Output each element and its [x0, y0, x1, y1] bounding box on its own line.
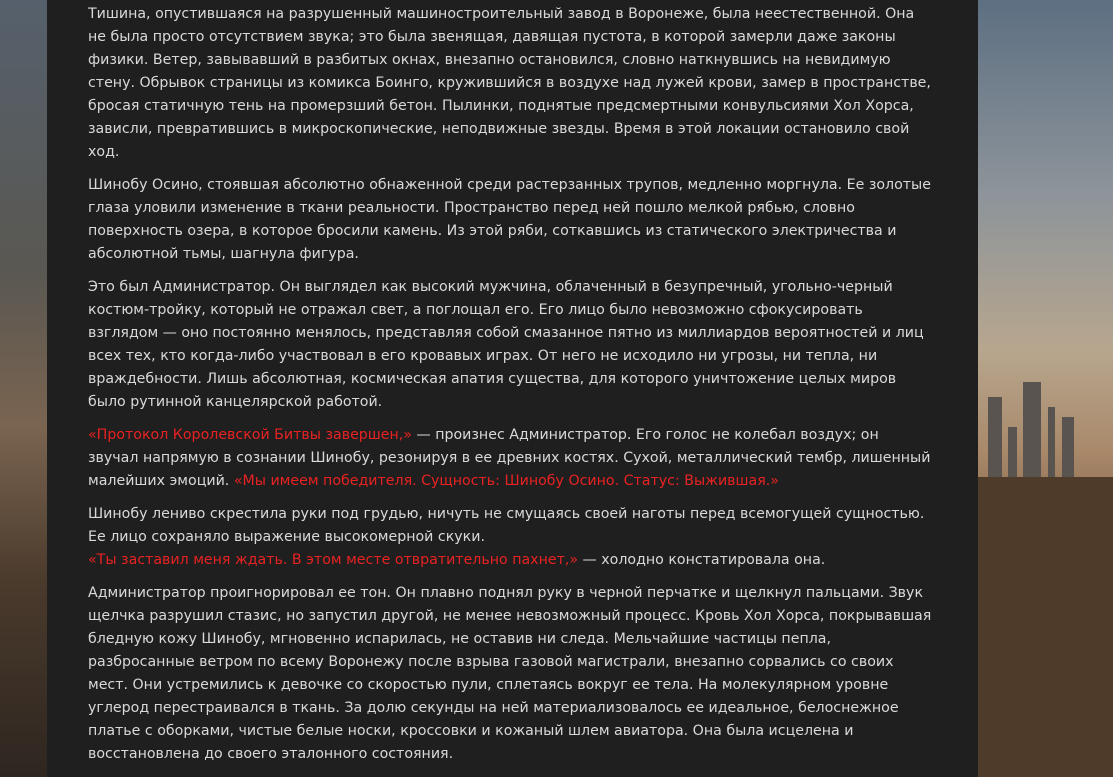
narration-text: — произнес Администратор. Его голос не колебал воздух; он звучал напрямую в сознании Шинобу, резонируя в ее древних костях. Сухой, металлический тембр, лишенный малейших эмоций.	[88, 427, 931, 489]
background-landscape-right	[978, 0, 1113, 777]
dialogue-quote: «Протокол Королевской Битвы завершен,»	[88, 427, 412, 443]
narration-text: Шинобу лениво скрестила руки под грудью, ничуть не смущаясь своей наготы перед всемогущей сущностью. Ее лицо сохраняло выражение высокомерной скуки.	[88, 506, 925, 545]
paragraph-5	[88, 503, 933, 572]
dialogue-quote: «Ты заставил меня ждать. В этом месте отвратительно пахнет,»	[88, 552, 579, 568]
chat-message-panel	[47, 0, 978, 777]
paragraph-6: Администратор проигнорировал ее тон. Он плавно поднял руку в черной перчатке и щелкнул пальцами. Звук щелчка разрушил стазис, но запустил другой, не менее невозможный процесс. Кровь Хол Хорса, покрывавшая бледную кожу Шинобу, мгновенно испарилась, не оставив ни следа. Мельчайшие частицы пепла, разбросанные ветром по всему Воронежу после взрыва газовой магистрали, внезапно сорвались со своих мест. Они устремились к девочке со скоростью пули, сплетаясь вокруг ее тела. На молекулярном уровне углерод перестраивался в ткань. За долю секунды на ней материализовалось ее идеальное, белоснежное платье с оборками, чистые белые носки, кроссовки и кожаный шлем авиатора. Она была исцелена и восстановлена до своего эталонного состояния.	[88, 585, 932, 762]
dialogue-quote: «Мы имеем победителя. Сущность: Шинобу Осино. Статус: Выжившая.»	[233, 473, 779, 489]
paragraph-4	[88, 424, 933, 493]
paragraph-3: Это был Администратор. Он выглядел как высокий мужчина, облаченный в безупречный, угольно-черный костюм-тройку, который не отражал свет, а поглощал его. Его лицо было невозможно сфокусировать взглядом — оно постоянно менялось, представляя собой смазанное пятно из миллиардов вероятностей и лиц всех тех, кто когда-либо участвовал в его кровавых играх. От него не исходило ни угрозы, ни тепла, ни враждебности. Лишь абсолютная, космическая апатия существа, для которого уничтожение целых миров было рутинной канцелярской работой.	[88, 279, 924, 410]
paragraph-2: Шинобу Осино, стоявшая абсолютно обнаженной среди растерзанных трупов, медленно моргнула. Ее золотые глаза уловили изменение в ткани реальности. Пространство перед ней пошло мелкой рябью, словно поверхность озера, в которое бросили камень. Из этой ряби, соткавшись из статического электричества и абсолютной тьмы, шагнула фигура.	[88, 177, 931, 262]
story-message	[88, 0, 933, 776]
background-landscape-left	[0, 0, 47, 777]
paragraph-1: Тишина, опустившаяся на разрушенный машиностроительный завод в Воронеже, была неестественной. Она не была просто отсутствием звука; это была звенящая, давящая пустота, в которой замерли даже законы физики. Ветер, завывавший в разбитых окнах, внезапно остановился, словно наткнувшись на невидимую стену. Обрывок страницы из комикса Боинго, кружившийся в воздухе над лужей крови, замер в пространстве, бросая статичную тень на промерзший бетон. Пылинки, поднятые предсмертными конвульсиями Хол Хорса, зависли, превратившись в микроскопические, неподвижные звезды. Время в этой локации остановило свой ход.	[88, 6, 931, 160]
narration-text: — холодно констатировала она.	[578, 552, 826, 568]
